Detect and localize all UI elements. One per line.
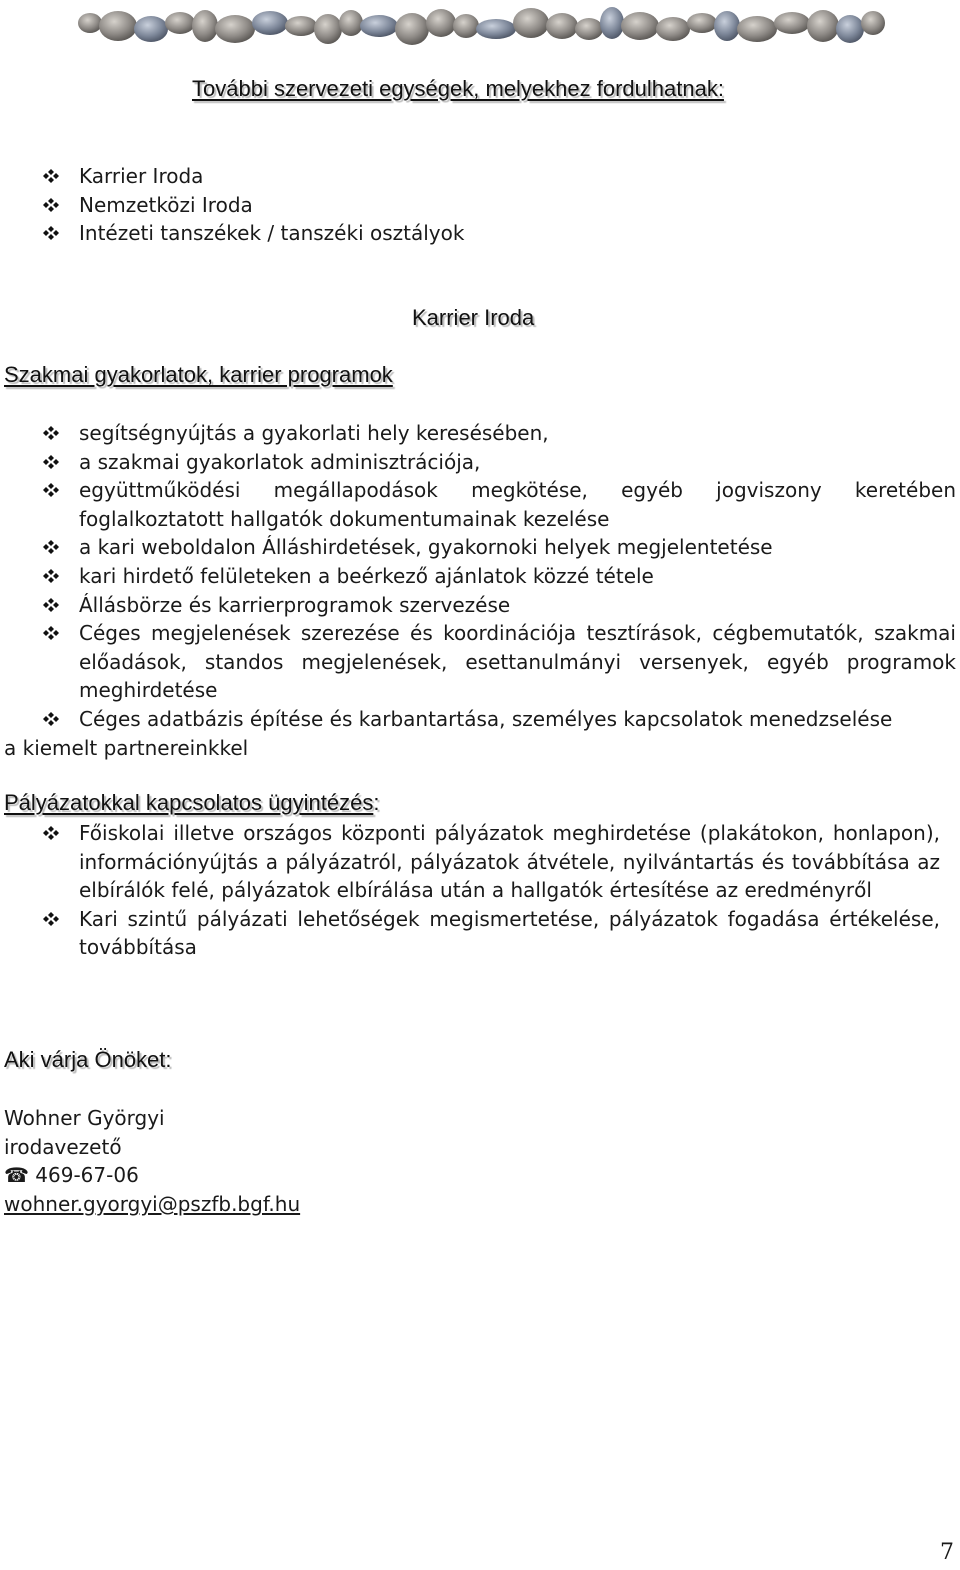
list-item: Karrier Iroda: [40, 162, 956, 191]
stone-shape: [575, 18, 603, 40]
stone-shape: [513, 8, 549, 38]
stone-shape: [546, 13, 578, 39]
contact-heading: Aki várja Önöket:: [4, 1047, 172, 1072]
stone-shape: [99, 11, 137, 41]
contact-phone-line: [4, 1161, 139, 1190]
diamond-bullet-icon: [40, 568, 62, 584]
list-item: Céges megjelenések szerezése és koordinációja tesztírások, cégbemutatók, szakmai előadások, standos megjelenések, esettanulmányi versenyek, egyéb programok meghirdetése: [40, 619, 956, 705]
stone-shape: [656, 17, 690, 41]
diamond-bullet-icon: [40, 539, 62, 555]
stone-shape: [134, 16, 168, 42]
diamond-bullet-icon: [40, 911, 62, 927]
diamond-bullet-icon: [40, 225, 62, 241]
list-item: Állásbörze és karrierprogramok szervezése: [40, 591, 956, 620]
stone-shape: [453, 14, 479, 38]
contact-email-link[interactable]: wohner.gyorgyi@pszfb.bgf.hu: [4, 1192, 301, 1216]
units-list: [40, 162, 956, 248]
list-item: a kari weboldalon Álláshirdetések, gyakornoki helyek megjelentetése: [40, 533, 956, 562]
tenders-list: [40, 819, 940, 962]
stone-shape: [621, 12, 659, 40]
stone-shape: [78, 13, 102, 33]
diamond-bullet-icon: [40, 197, 62, 213]
stone-shape: [714, 11, 740, 41]
stone-shape: [774, 12, 810, 34]
stones-decoration: [70, 4, 886, 46]
contact-role: irodavezető: [4, 1135, 122, 1159]
stone-shape: [737, 16, 777, 42]
stone-shape: [192, 10, 218, 42]
phone-icon: ☎: [4, 1163, 29, 1187]
career-office-heading: Karrier Iroda: [412, 305, 535, 330]
stone-shape: [426, 9, 456, 37]
practice-heading: Szakmai gyakorlatok, karrier programok: [4, 362, 393, 387]
diamond-bullet-icon: [40, 454, 62, 470]
stone-shape: [215, 15, 255, 43]
stone-shape: [314, 14, 342, 44]
list-item: segítségnyújtás a gyakorlati hely keresésében,: [40, 419, 956, 448]
tenders-heading: [4, 790, 379, 816]
stone-shape: [687, 13, 717, 33]
list-item: Intézeti tanszékek / tanszéki osztályok: [40, 219, 956, 248]
practice-continuation: a kiemelt partnereinkkel: [4, 736, 249, 760]
stone-shape: [339, 10, 363, 36]
list-item: kari hirdető felületeken a beérkező ajánlatok közzé tétele: [40, 562, 956, 591]
practice-list: [40, 419, 956, 734]
stone-shape: [836, 15, 864, 43]
list-item: Főiskolai illetve országos központi pályázatok meghirdetése (plakátokon, honlapon), információnyújtás a pályázatról, pályázatok átvétele, nyilvántartás és továbbítása az elbírálók felé, pályázatok elbírálása után a hallgatók értesítése az eredményről: [40, 819, 940, 905]
diamond-bullet-icon: [40, 482, 62, 498]
list-item: Nemzetközi Iroda: [40, 191, 956, 220]
list-item: Céges adatbázis építése és karbantartása, személyes kapcsolatok menedzselése: [40, 705, 956, 734]
list-item: a szakmai gyakorlatok adminisztrációja,: [40, 448, 956, 477]
units-heading: További szervezeti egységek, melyekhez fordulhatnak:: [192, 76, 724, 101]
diamond-bullet-icon: [40, 168, 62, 184]
stone-shape: [165, 12, 195, 34]
stone-shape: [285, 16, 317, 36]
tenders-heading-text: Pályázatokkal kapcsolatos ügyintézés: [4, 790, 374, 815]
stone-shape: [476, 19, 516, 39]
stone-shape: [360, 15, 398, 37]
stone-shape: [600, 7, 624, 39]
list-item: együttműködési megállapodások megkötése, egyéb jogviszony keretében foglalkoztatott hallgatók dokumentumainak kezelése: [40, 476, 956, 533]
contact-phone: 469-67-06: [35, 1163, 139, 1187]
contact-name: Wohner Györgyi: [4, 1106, 165, 1130]
diamond-bullet-icon: [40, 425, 62, 441]
diamond-bullet-icon: [40, 711, 62, 727]
list-item: Kari szintű pályázati lehetőségek megismertetése, pályázatok fogadása értékelése, továbbítása: [40, 905, 940, 962]
page-number: 7: [940, 1540, 954, 1565]
diamond-bullet-icon: [40, 825, 62, 841]
stone-shape: [861, 11, 885, 35]
stone-shape: [252, 11, 288, 35]
diamond-bullet-icon: [40, 597, 62, 613]
stone-shape: [395, 13, 429, 45]
stone-shape: [807, 10, 839, 42]
diamond-bullet-icon: [40, 625, 62, 641]
tenders-heading-suffix: :: [373, 790, 380, 815]
